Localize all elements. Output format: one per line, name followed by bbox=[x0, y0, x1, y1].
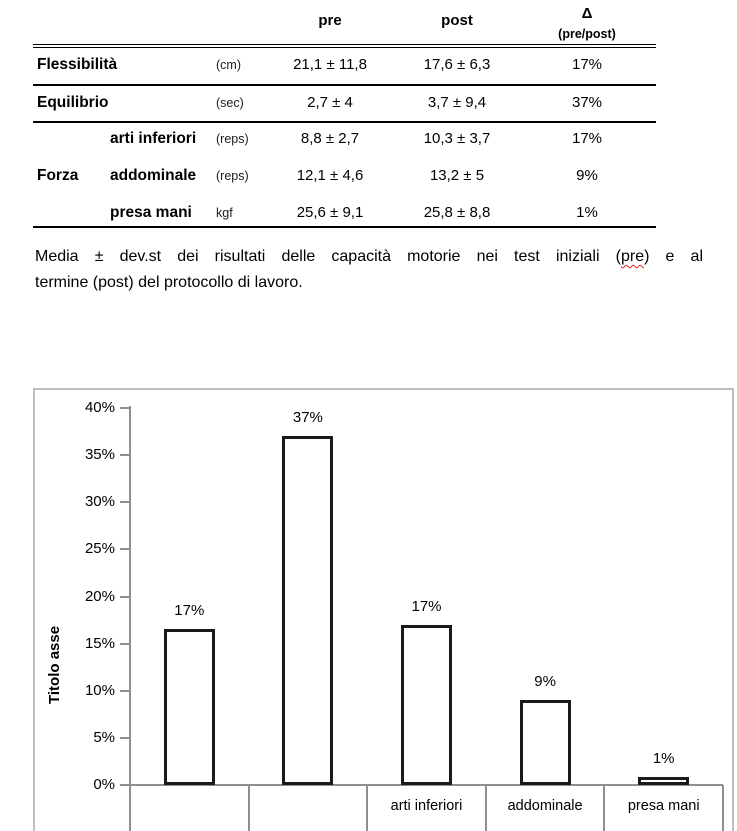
y-axis bbox=[129, 406, 131, 831]
row-label: Equilibrio bbox=[37, 94, 109, 111]
bar bbox=[638, 777, 689, 785]
y-tick-label: 35% bbox=[84, 446, 115, 464]
col-header-delta-sub: (pre/post) bbox=[558, 27, 616, 41]
bar bbox=[164, 629, 215, 785]
cell-delta: 9% bbox=[576, 167, 598, 184]
cell-post: 3,7 ± 9,4 bbox=[427, 94, 487, 111]
table-rule-1 bbox=[33, 84, 656, 86]
col-header-post: post bbox=[441, 12, 473, 29]
row-unit: (reps) bbox=[216, 132, 249, 146]
caption-line-2: termine (post) del protocollo di lavoro. bbox=[35, 274, 303, 291]
cell-post: 10,3 ± 3,7 bbox=[423, 130, 491, 147]
cell-delta: 1% bbox=[576, 204, 598, 221]
y-tick-label: 15% bbox=[84, 634, 115, 652]
bar bbox=[282, 436, 333, 785]
y-tick-label: 0% bbox=[93, 776, 115, 793]
spellcheck-underlined-word: pre bbox=[620, 248, 645, 265]
bar bbox=[401, 625, 452, 785]
bar-label: 1% bbox=[652, 750, 675, 768]
table-caption bbox=[35, 244, 703, 296]
table-rule-2 bbox=[33, 121, 656, 123]
row-sublabel: addominale bbox=[110, 167, 197, 184]
cell-pre: 25,6 ± 9,1 bbox=[296, 204, 364, 221]
category-label: addominale bbox=[507, 798, 583, 814]
cell-post: 13,2 ± 5 bbox=[429, 167, 485, 184]
y-tick-label: 10% bbox=[84, 681, 115, 699]
row-label: Flessibilità bbox=[37, 56, 118, 73]
cell-pre: 2,7 ± 4 bbox=[307, 94, 353, 111]
y-tick-label: 40% bbox=[84, 399, 115, 416]
category-label: arti inferiori bbox=[390, 798, 463, 814]
cell-delta: 17% bbox=[571, 130, 603, 147]
row-unit: (reps) bbox=[216, 169, 249, 183]
bar-chart bbox=[33, 388, 734, 831]
col-header-delta: Δ bbox=[581, 5, 593, 22]
bar-label: 9% bbox=[534, 673, 556, 691]
row-unit: (sec) bbox=[216, 96, 244, 110]
cell-pre: 8,8 ± 2,7 bbox=[300, 130, 360, 147]
cell-delta: 37% bbox=[571, 94, 603, 111]
caption-line-1 bbox=[35, 244, 703, 270]
table-rule-bottom bbox=[33, 226, 656, 228]
bar bbox=[520, 700, 571, 785]
y-axis-title: Titolo asse bbox=[46, 625, 63, 705]
y-tick-label: 25% bbox=[84, 540, 115, 558]
results-table bbox=[33, 0, 656, 232]
cell-post: 25,8 ± 8,8 bbox=[423, 204, 491, 221]
row-unit: kgf bbox=[216, 206, 233, 220]
row-unit: (cm) bbox=[216, 58, 241, 72]
y-tick-label: 5% bbox=[93, 728, 115, 746]
group-label-forza: Forza bbox=[37, 166, 79, 184]
cell-pre: 21,1 ± 11,8 bbox=[293, 56, 367, 73]
bar-label: 17% bbox=[174, 601, 205, 619]
cell-post: 17,6 ± 6,3 bbox=[423, 56, 491, 73]
category-label: presa mani bbox=[627, 798, 700, 814]
bar-label: 37% bbox=[292, 409, 323, 427]
col-header-pre: pre bbox=[318, 12, 342, 29]
cell-pre: 12,1 ± 4,6 bbox=[296, 167, 364, 184]
caption-text-after: ) e al bbox=[644, 248, 704, 265]
row-sublabel: presa mani bbox=[110, 204, 192, 221]
y-tick-label: 30% bbox=[84, 493, 115, 511]
cell-delta: 17% bbox=[571, 56, 603, 73]
caption-text-before: Media ± dev.st dei risultati delle capacità motorie nei test iniziali ( bbox=[35, 248, 621, 265]
table-rule-header bbox=[33, 44, 656, 48]
bar-label: 17% bbox=[411, 597, 442, 615]
row-sublabel: arti inferiori bbox=[110, 130, 197, 147]
y-tick-label: 20% bbox=[84, 587, 115, 605]
category-separator bbox=[248, 785, 250, 831]
